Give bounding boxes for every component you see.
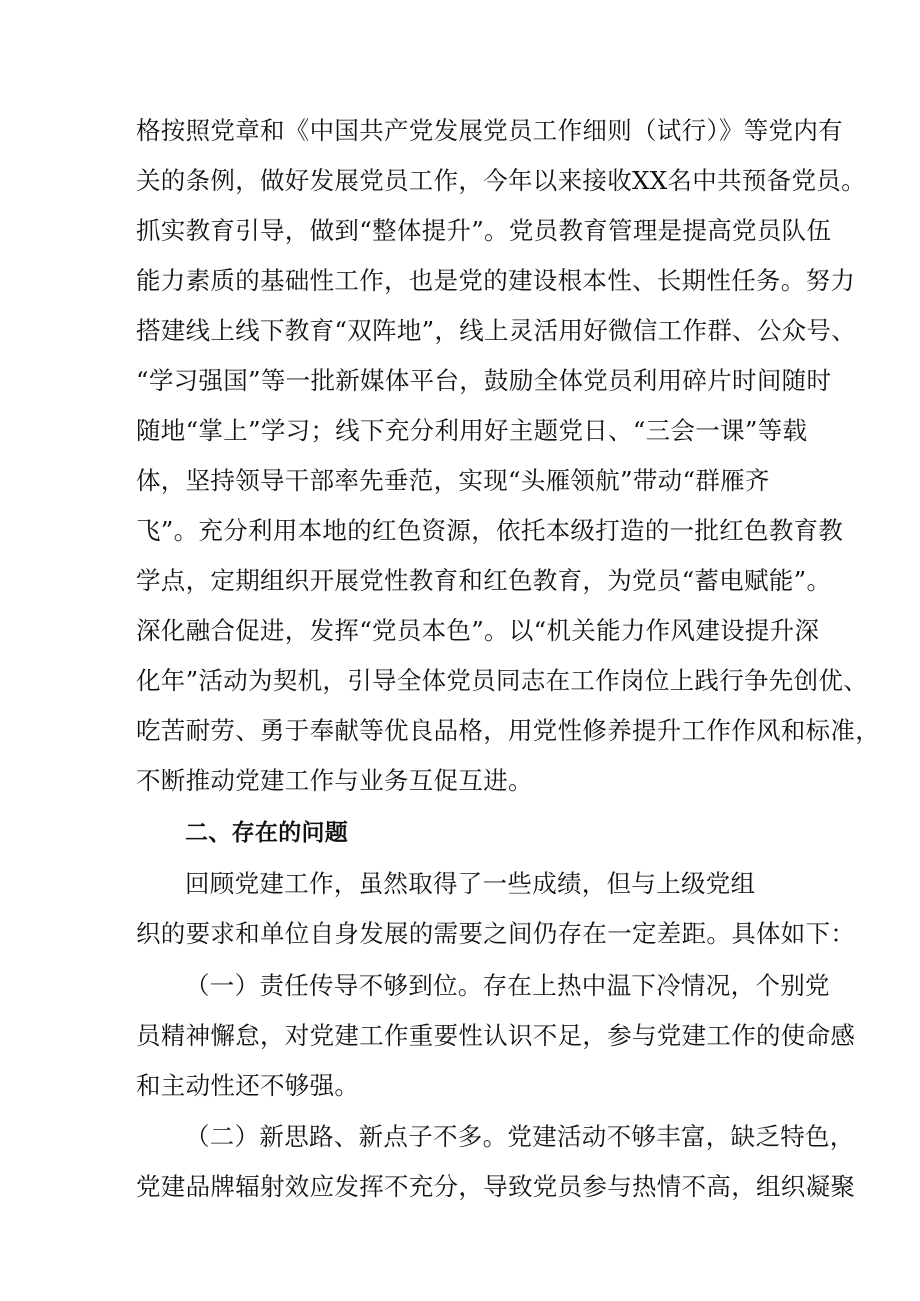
paragraph-line: 员精神懈怠，对党建工作重要性认识不足，参与党建工作的使命感 bbox=[136, 1021, 856, 1050]
paragraph-line: 体，坚持领导干部率先垂范，实现“头雁领航”带动“群雁齐 bbox=[136, 466, 770, 495]
paragraph-line: 学点，定期组织开展党性教育和红色教育，为党员“蓄电赋能”。 bbox=[136, 566, 832, 595]
paragraph-line: “学习强国”等一批新媒体平台，鼓励全体党员利用碎片时间随时 bbox=[136, 366, 832, 395]
paragraph-line: 化年”活动为契机，引导全体党员同志在工作岗位上践行争先创优、 bbox=[136, 666, 869, 695]
section-heading: 二、存在的问题 bbox=[185, 820, 349, 846]
paragraph-line: 深化融合促进，发挥“党员本色”。以“机关能力作风建设提升深 bbox=[136, 616, 820, 645]
paragraph-line: （一）责任传导不够到位。存在上热中温下冷情况，个别党 bbox=[185, 971, 830, 1000]
paragraph-line: 格按照党章和《中国共产党发展党员工作细则（试行）》等党内有 bbox=[136, 116, 843, 145]
paragraph-line: （二）新思路、新点子不多。党建活动不够丰富，缺乏特色， bbox=[185, 1122, 855, 1151]
paragraph-line: 抓实教育引导，做到“整体提升”。党员教育管理是提高党员队伍 bbox=[136, 216, 832, 245]
paragraph-line: 织的要求和单位自身发展的需要之间仍存在一定差距。具体如下： bbox=[136, 919, 856, 948]
paragraph-line: 搭建线上线下教育“双阵地”，线上灵活用好微信工作群、公众号、 bbox=[136, 316, 857, 345]
paragraph-line: 随地“掌上”学习；线下充分利用好主题党日、“三会一课”等载 bbox=[136, 416, 808, 445]
paragraph-line: 不断推动党建工作与业务互促互进。 bbox=[136, 766, 533, 795]
paragraph-line: 吃苦耐劳、勇于奉献等优良品格，用党性修养提升工作作风和标准， bbox=[136, 716, 880, 745]
paragraph-line: 回顾党建工作，虽然取得了一些成绩，但与上级党组 bbox=[185, 869, 756, 898]
paragraph-line: 关的条例，做好发展党员工作，今年以来接收XX名中共预备党员。 bbox=[136, 166, 866, 195]
paragraph-line: 能力素质的基础性工作，也是党的建设根本性、长期性任务。努力 bbox=[136, 266, 856, 295]
paragraph-line: 党建品牌辐射效应发挥不充分，导致党员参与热情不高，组织凝聚 bbox=[136, 1172, 856, 1201]
paragraph-line: 飞”。充分利用本地的红色资源，依托本级打造的一批红色教育教 bbox=[136, 516, 844, 545]
paragraph-line: 和主动性还不够强。 bbox=[136, 1071, 360, 1100]
